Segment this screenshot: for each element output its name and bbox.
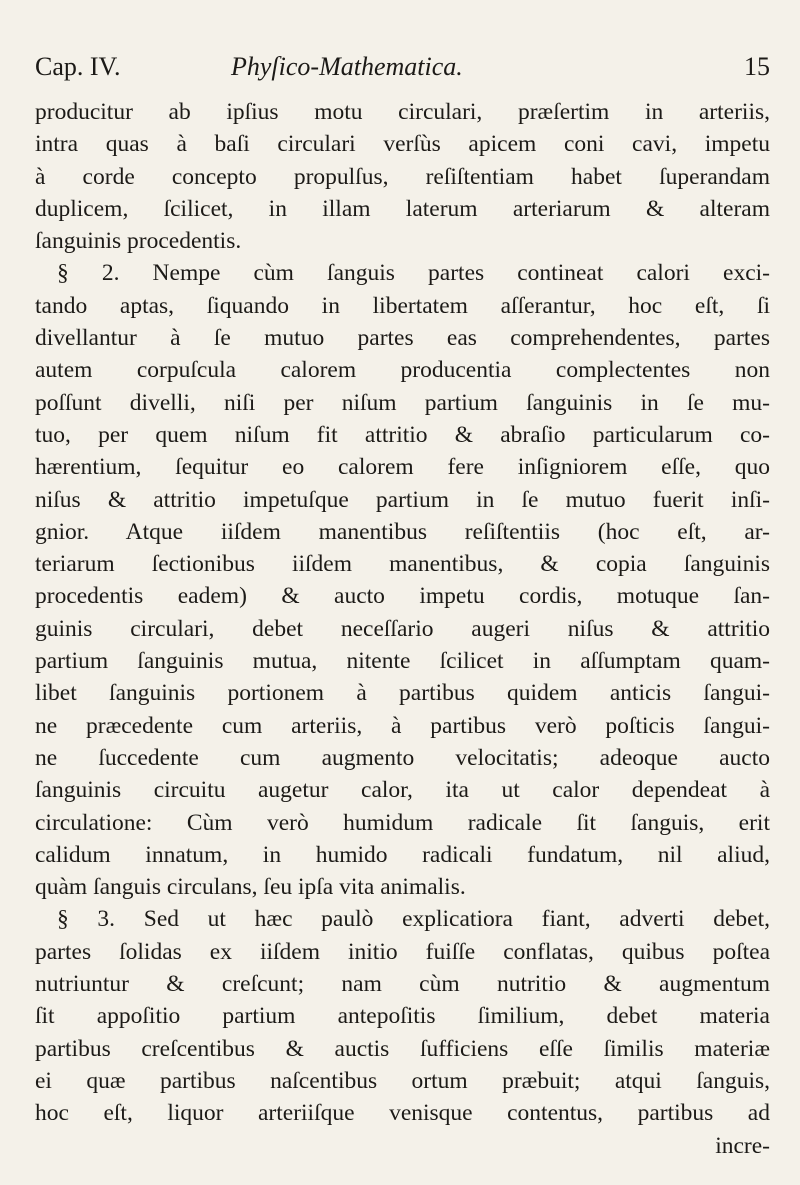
text-line: gnior. Atque iiſdem manentibus reſiſtentiis (hoc eſt, ar- — [35, 518, 770, 545]
text-line: hoc eſt, liquor arteriiſque venisque contentus, partibus ad — [35, 1100, 770, 1127]
text-line: autem corpuſcula calorem producentia complectentes non — [35, 357, 770, 384]
text-line: guinis circulari, debet neceſſario augeri niſus & attritio — [35, 615, 770, 642]
text-line: divellantur à ſe mutuo partes eas comprehendentes, partes — [35, 325, 770, 352]
body-text — [35, 96, 770, 1162]
running-header — [35, 52, 770, 92]
text-line: calidum innatum, in humido radicali fundatum, nil aliud, — [35, 841, 770, 868]
text-line: producitur ab ipſius motu circulari, præſertim in arteriis, — [35, 99, 770, 125]
text-line: poſſunt divelli, niſi per niſum partium ſanguinis in ſe mu- — [35, 389, 770, 416]
text-line: nutriuntur & creſcunt; nam cùm nutritio & augmentum — [35, 971, 770, 998]
text-line: § 2. Nempe cùm ſanguis partes contineat calori exci- — [57, 260, 770, 287]
text-line: ſanguinis procedentis. — [35, 228, 242, 255]
text-line: partium ſanguinis mutua, nitente ſcilicet in aſſumptam quam- — [35, 648, 770, 675]
text-line: procedentis eadem) & aucto impetu cordis, motuque ſan- — [35, 583, 770, 610]
text-line: § 3. Sed ut hæc paulò explicatiora fiant, adverti debet, — [57, 906, 770, 933]
text-line: libet ſanguinis portionem à partibus quidem anticis ſangui- — [35, 680, 770, 707]
text-line: teriarum ſectionibus iiſdem manentibus, & copia ſanguinis — [35, 551, 770, 578]
text-line: ne ſuccedente cum augmento velocitatis; adeoque aucto — [35, 744, 770, 771]
text-line: duplicem, ſcilicet, in illam laterum arteriarum & alteram — [35, 195, 770, 222]
text-line: à corde concepto propulſus, reſiſtentiam habet ſuperandam — [35, 163, 770, 190]
chapter-label: Cap. IV. — [35, 52, 121, 81]
text-line: intra quas à baſi circulari verſùs apicem coni cavi, impetu — [35, 131, 770, 158]
text-line: partes ſolidas ex iiſdem initio fuiſſe conflatas, quibus poſtea — [35, 938, 770, 965]
text-line: circulatione: Cùm verò humidum radicale ſit ſanguis, erit — [35, 809, 770, 836]
text-line: ne præcedente cum arteriis, à partibus verò poſticis ſangui- — [35, 712, 770, 739]
text-line: tuo, per quem niſum fit attritio & abraſio particularum co- — [35, 421, 770, 448]
text-line: hærentium, ſequitur eo calorem fere inſigniorem eſſe, quo — [35, 454, 770, 481]
text-line: niſus & attritio impetuſque partium in ſe mutuo fuerit inſi- — [35, 486, 770, 513]
page-number: 15 — [744, 52, 770, 81]
text-line: ſanguinis circuitu augetur calor, ita ut calor dependeat à — [35, 777, 770, 804]
catchword: incre- — [715, 1132, 770, 1159]
text-line: ſit appoſitio partium antepoſitis ſimilium, debet materia — [35, 1003, 770, 1030]
text-line: partibus creſcentibus & auctis ſufficiens eſſe ſimilis materiæ — [35, 1035, 770, 1062]
running-title: Phyſico-Mathematica. — [231, 52, 463, 81]
text-line: tando aptas, ſiquando in libertatem aſſerantur, hoc eſt, ſi — [35, 292, 770, 319]
text-line: ei quæ partibus naſcentibus ortum præbuit; atqui ſanguis, — [35, 1067, 770, 1094]
text-line: quàm ſanguis circulans, ſeu ipſa vita animalis. — [35, 874, 466, 901]
